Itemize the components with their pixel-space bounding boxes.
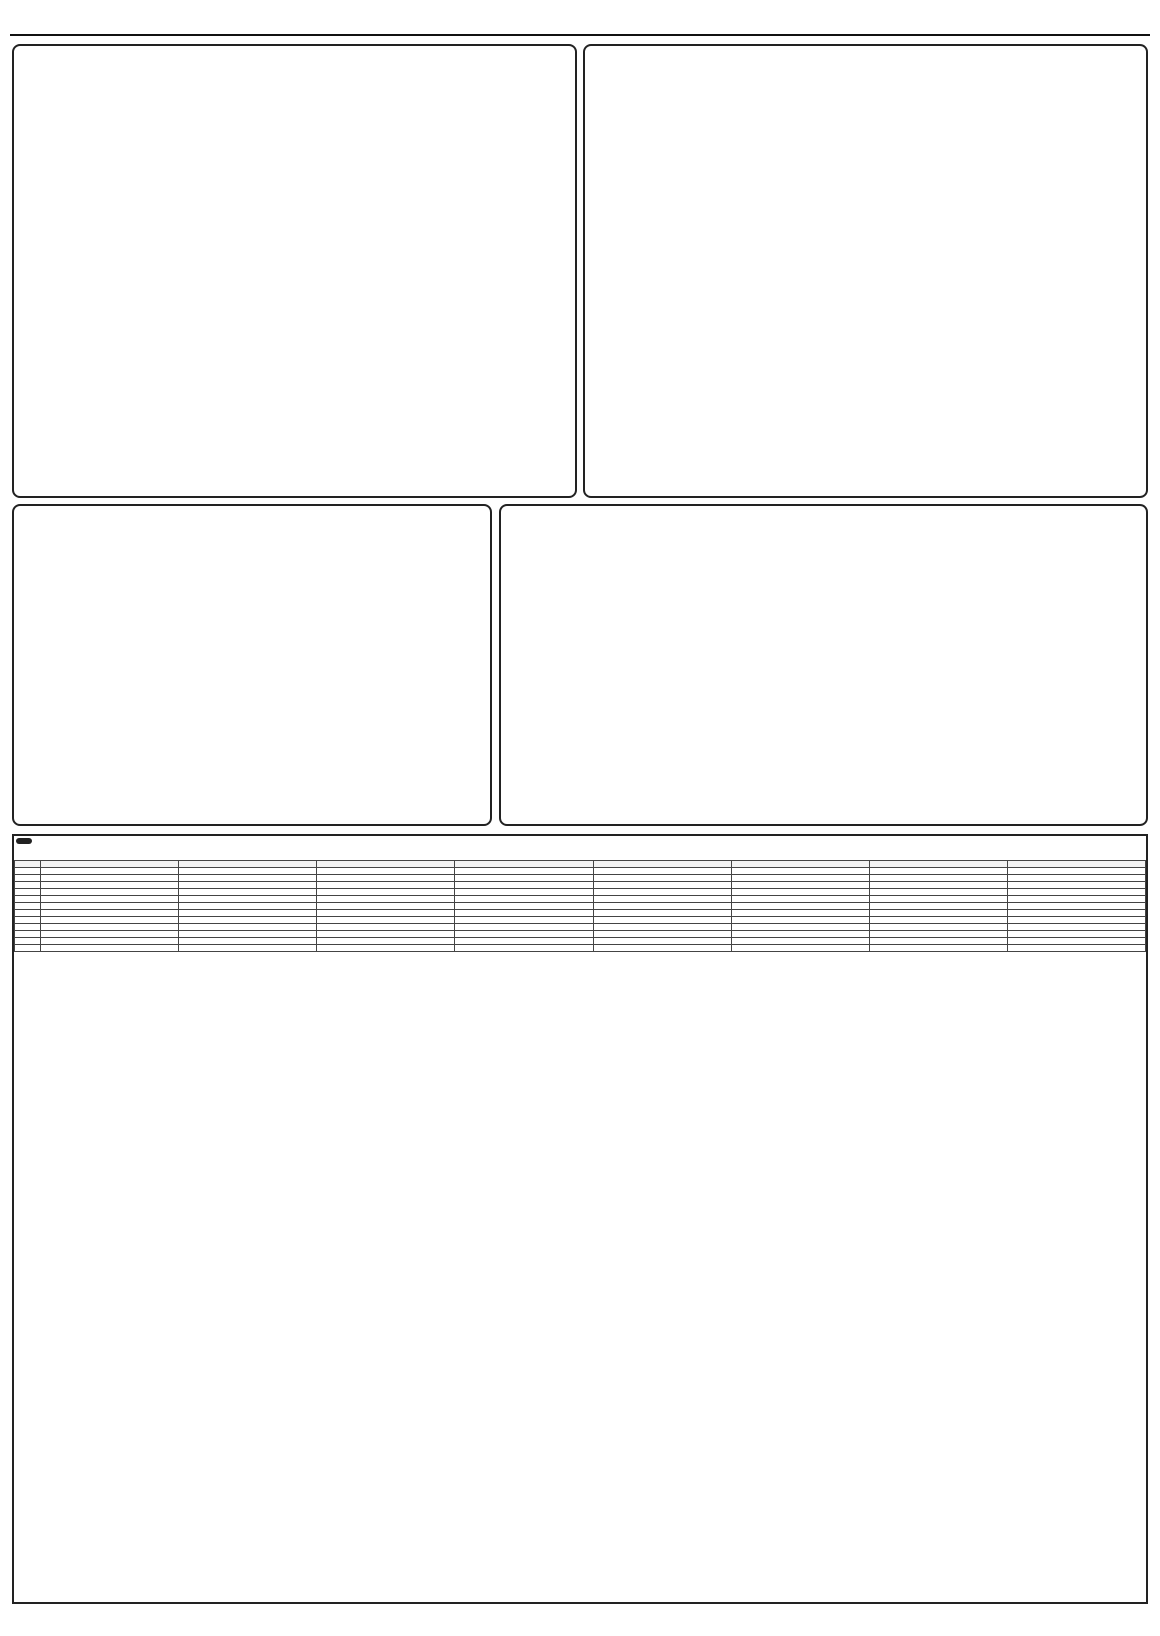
table-cell: [41, 938, 179, 945]
table-cell: [593, 875, 731, 882]
table-cell: [41, 903, 179, 910]
table-cell: [869, 896, 1007, 903]
page-header: [10, 6, 1150, 36]
table-row: [15, 875, 1146, 882]
table-cell: [869, 945, 1007, 952]
table-cell: [15, 924, 41, 931]
column-header: [731, 861, 869, 868]
table-cell: [455, 931, 593, 938]
table-cell: [317, 910, 455, 917]
table-cell: [179, 896, 317, 903]
table-cell: [15, 931, 41, 938]
column-header: [455, 861, 593, 868]
table-cell: [455, 896, 593, 903]
table-cell: [179, 889, 317, 896]
table-cell: [731, 889, 869, 896]
table-cell: [41, 882, 179, 889]
table-cell: [731, 931, 869, 938]
table-cell: [1007, 924, 1145, 931]
table-cell: [15, 889, 41, 896]
table-cell: [455, 917, 593, 924]
notice-box-4: [499, 504, 1148, 826]
table-cell: [455, 889, 593, 896]
table-tag: [16, 838, 32, 844]
table-cell: [41, 931, 179, 938]
table-cell: [179, 917, 317, 924]
table-row: [15, 889, 1146, 896]
table-row: [15, 938, 1146, 945]
table-cell: [15, 903, 41, 910]
table-cell: [317, 896, 455, 903]
land-registration-table: [14, 860, 1146, 952]
table-cell: [869, 875, 1007, 882]
table-cell: [317, 889, 455, 896]
table-cell: [1007, 917, 1145, 924]
table-cell: [869, 889, 1007, 896]
table-cell: [15, 938, 41, 945]
table-cell: [179, 924, 317, 931]
table-cell: [15, 910, 41, 917]
table-cell: [593, 903, 731, 910]
table-row: [15, 945, 1146, 952]
table-cell: [593, 938, 731, 945]
table-cell: [869, 903, 1007, 910]
table-cell: [317, 945, 455, 952]
table-cell: [15, 875, 41, 882]
table-cell: [731, 917, 869, 924]
table-cell: [41, 924, 179, 931]
table-cell: [455, 924, 593, 931]
notice-box-1: [12, 44, 577, 498]
table-cell: [1007, 875, 1145, 882]
table-row: [15, 868, 1146, 875]
table-cell: [593, 924, 731, 931]
table-cell: [869, 868, 1007, 875]
table-cell: [1007, 882, 1145, 889]
table-cell: [731, 896, 869, 903]
table-cell: [41, 917, 179, 924]
table-cell: [15, 945, 41, 952]
table-row: [15, 924, 1146, 931]
table-cell: [593, 910, 731, 917]
table-cell: [15, 882, 41, 889]
table-cell: [41, 910, 179, 917]
table-cell: [41, 945, 179, 952]
table-cell: [1007, 910, 1145, 917]
table-row: [15, 903, 1146, 910]
table-row: [15, 910, 1146, 917]
table-cell: [731, 924, 869, 931]
table-cell: [455, 903, 593, 910]
column-header: [869, 861, 1007, 868]
table-cell: [179, 868, 317, 875]
table-cell: [593, 917, 731, 924]
table-row: [15, 896, 1146, 903]
table-cell: [317, 924, 455, 931]
table-cell: [593, 931, 731, 938]
table-cell: [869, 882, 1007, 889]
column-header: [317, 861, 455, 868]
table-cell: [41, 875, 179, 882]
table-cell: [179, 882, 317, 889]
table-cell: [179, 945, 317, 952]
table-cell: [455, 868, 593, 875]
table-cell: [593, 868, 731, 875]
notice-box-2: [583, 44, 1148, 498]
notice-box-3: [12, 504, 492, 826]
table-cell: [179, 910, 317, 917]
table-cell: [179, 903, 317, 910]
table-cell: [317, 868, 455, 875]
table-cell: [455, 910, 593, 917]
table-cell: [317, 938, 455, 945]
table-row: [15, 931, 1146, 938]
table-cell: [317, 917, 455, 924]
table-cell: [15, 896, 41, 903]
column-header: [1007, 861, 1145, 868]
table-cell: [1007, 931, 1145, 938]
table-cell: [455, 938, 593, 945]
table-cell: [15, 868, 41, 875]
table-cell: [869, 910, 1007, 917]
table-cell: [593, 889, 731, 896]
table-cell: [15, 917, 41, 924]
table-cell: [731, 938, 869, 945]
land-registration-table-section: [12, 834, 1148, 1604]
table-cell: [179, 875, 317, 882]
table-row: [15, 882, 1146, 889]
table-cell: [455, 882, 593, 889]
table-cell: [41, 889, 179, 896]
table-cell: [731, 868, 869, 875]
table-cell: [41, 868, 179, 875]
table-cell: [869, 931, 1007, 938]
column-header: [593, 861, 731, 868]
table-cell: [731, 875, 869, 882]
table-cell: [1007, 868, 1145, 875]
table-cell: [179, 931, 317, 938]
table-cell: [317, 875, 455, 882]
table-cell: [1007, 945, 1145, 952]
table-cell: [1007, 896, 1145, 903]
column-header: [179, 861, 317, 868]
table-cell: [179, 938, 317, 945]
table-cell: [1007, 889, 1145, 896]
table-cell: [869, 924, 1007, 931]
table-cell: [593, 882, 731, 889]
table-cell: [1007, 938, 1145, 945]
table-cell: [731, 910, 869, 917]
table-cell: [593, 896, 731, 903]
table-row: [15, 917, 1146, 924]
column-header: [41, 861, 179, 868]
column-header: [15, 861, 41, 868]
table-cell: [1007, 903, 1145, 910]
table-cell: [317, 931, 455, 938]
table-cell: [317, 903, 455, 910]
table-cell: [869, 917, 1007, 924]
table-cell: [731, 903, 869, 910]
table-cell: [455, 945, 593, 952]
table-cell: [317, 882, 455, 889]
table-cell: [869, 938, 1007, 945]
table-cell: [731, 945, 869, 952]
table-cell: [41, 896, 179, 903]
table-cell: [731, 882, 869, 889]
table-cell: [593, 945, 731, 952]
table-cell: [455, 875, 593, 882]
